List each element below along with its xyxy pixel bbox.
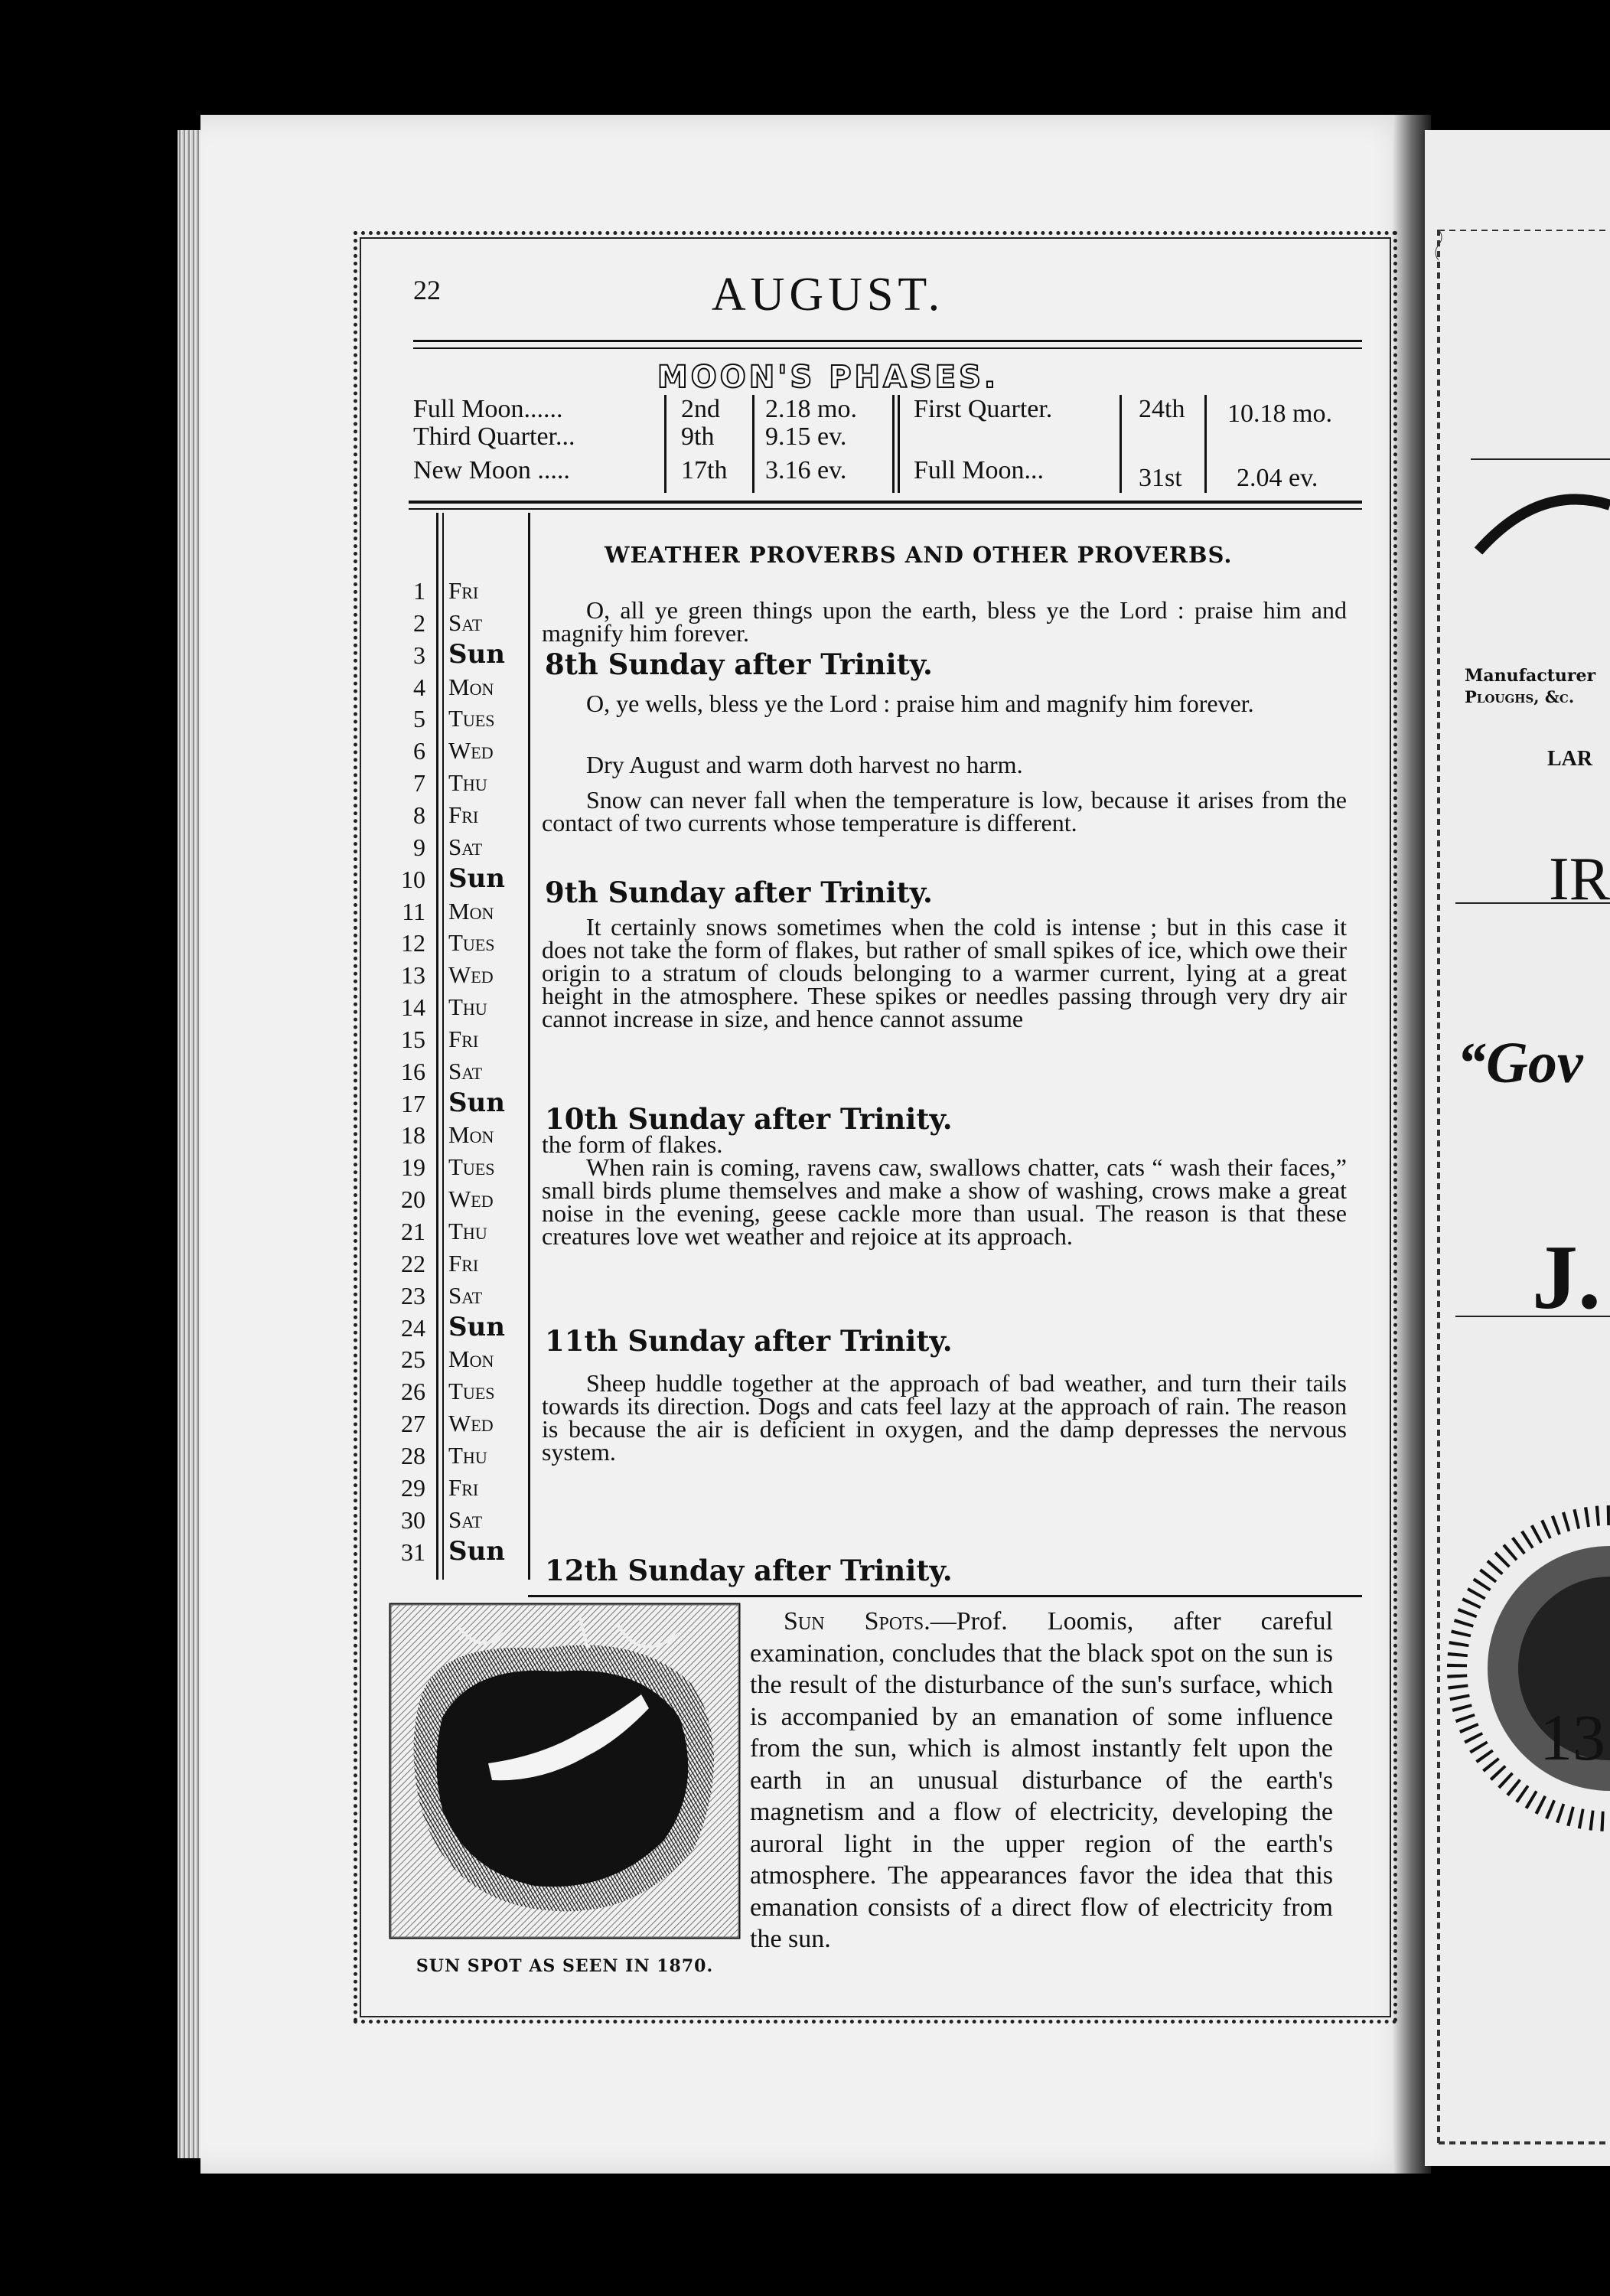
day-number: 1 bbox=[413, 577, 425, 605]
day-name: Thu bbox=[448, 1218, 487, 1244]
proverb-paragraph: O, all ye green things upon the earth, bless ye the Lord : praise him and magnify him forever. bbox=[542, 596, 1347, 647]
phase-time: 2.18 mo. bbox=[765, 395, 857, 423]
day-number: 7 bbox=[413, 769, 425, 797]
day-name: Mon bbox=[448, 1345, 494, 1372]
day-number: 19 bbox=[401, 1153, 425, 1181]
header-rule-bottom bbox=[413, 347, 1362, 349]
proverb-paragraph: Sheep huddle together at the approach of bad weather, and turn their tails towards its direction. Dogs and cats feel lazy at the approach of rain. The reason is because the air is deficient in oxygen, and the damp depresses the nervous system. bbox=[542, 1369, 1347, 1466]
day-name: Tues bbox=[448, 929, 495, 956]
right-page-border bbox=[1425, 230, 1610, 2158]
day-number: 24 bbox=[401, 1314, 425, 1342]
sunspot-lead: Sun Spots. bbox=[784, 1607, 930, 1636]
day-name: Sun bbox=[448, 1536, 505, 1567]
phase-divider bbox=[898, 395, 900, 493]
day-name: Sat bbox=[448, 1282, 483, 1309]
day-number: 28 bbox=[401, 1442, 425, 1469]
sunspot-engraving bbox=[389, 1603, 741, 1939]
phase-divider bbox=[1120, 395, 1122, 493]
page-number: 22 bbox=[413, 275, 441, 305]
phase-divider bbox=[664, 395, 666, 493]
day-number: 11 bbox=[402, 898, 425, 925]
phase-time: 9.15 ev. bbox=[765, 422, 847, 451]
day-number: 18 bbox=[401, 1121, 425, 1149]
day-name: Thu bbox=[448, 1442, 487, 1469]
day-name: Mon bbox=[448, 673, 494, 700]
day-number: 23 bbox=[401, 1282, 425, 1309]
day-name: Wed bbox=[448, 961, 494, 988]
day-number: 25 bbox=[401, 1345, 425, 1373]
phase-day: 9th bbox=[681, 422, 715, 451]
day-number: 31 bbox=[401, 1538, 425, 1566]
right-gov-text: “Gov bbox=[1457, 1031, 1583, 1095]
day-column-rule bbox=[442, 513, 444, 1580]
phase-label: Third Quarter... bbox=[413, 422, 575, 451]
phases-rule-top bbox=[409, 501, 1362, 504]
phase-day: 2nd bbox=[681, 395, 720, 423]
right-page bbox=[1425, 130, 1610, 2166]
day-number: 5 bbox=[413, 705, 425, 732]
day-name: Tues bbox=[448, 1378, 495, 1404]
proverb-paragraph: O, ye wells, bless ye the Lord : praise him and magnify him forever. bbox=[586, 690, 1254, 717]
day-column-rule bbox=[436, 513, 438, 1580]
sunday-heading: 10th Sunday after Trinity. bbox=[545, 1102, 953, 1136]
day-number: 8 bbox=[413, 801, 425, 829]
day-number: 20 bbox=[401, 1186, 425, 1213]
phase-divider bbox=[752, 395, 754, 493]
day-number: 30 bbox=[401, 1506, 425, 1534]
day-name: Fri bbox=[448, 1250, 479, 1277]
sunspot-caption: SUN SPOT AS SEEN IN 1870. bbox=[416, 1956, 714, 1976]
proverb-paragraph: When rain is coming, ravens caw, swallows chatter, cats “ wash their faces,” small birds plume themselves and make a show of washing, crows make a great noise in the evening, geese cackle more than usual. The reason is that these creatures love wet weather and rejoice at its approach. bbox=[542, 1153, 1347, 1250]
sunspot-paragraph bbox=[750, 1606, 1333, 1955]
day-name: Sat bbox=[448, 833, 483, 860]
sunday-heading: 11th Sunday after Trinity. bbox=[545, 1324, 953, 1358]
day-number: 21 bbox=[401, 1218, 425, 1245]
phase-label: Full Moon... bbox=[914, 456, 1045, 484]
day-number: 29 bbox=[401, 1474, 425, 1502]
day-name: Sun bbox=[448, 1088, 505, 1118]
phases-rule-bottom bbox=[409, 508, 1362, 510]
phase-day: 17th bbox=[681, 456, 728, 484]
right-ir-text: IR bbox=[1549, 846, 1610, 913]
phase-time: 2.04 ev. bbox=[1237, 464, 1318, 492]
right-ploughs-text: Ploughs, &c. bbox=[1465, 687, 1575, 706]
header-rule-top bbox=[413, 340, 1362, 342]
day-name: Mon bbox=[448, 1121, 494, 1148]
day-name: Fri bbox=[448, 577, 479, 604]
day-name: Wed bbox=[448, 1410, 494, 1437]
book-page-edges bbox=[178, 130, 202, 2158]
sunspot-rule bbox=[528, 1595, 1362, 1597]
right-lar-text: LAR bbox=[1547, 747, 1593, 771]
phase-day: 24th bbox=[1139, 395, 1185, 423]
phase-divider bbox=[1204, 395, 1207, 493]
day-name: Tues bbox=[448, 1153, 495, 1180]
day-name: Sun bbox=[448, 863, 505, 894]
day-number: 9 bbox=[413, 833, 425, 861]
day-number: 13 bbox=[401, 961, 425, 989]
text-column-rule bbox=[528, 513, 530, 1580]
right-j-text: J. bbox=[1532, 1226, 1601, 1328]
day-name: Sat bbox=[448, 1506, 483, 1533]
phase-time: 3.16 ev. bbox=[765, 456, 847, 484]
moon-phases-title: MOON'S PHASES. bbox=[657, 360, 999, 395]
day-number: 3 bbox=[413, 641, 425, 669]
phase-label: New Moon ..... bbox=[413, 456, 570, 484]
sunspot-body: —Prof. Loomis, after careful examination, concludes that the black spot on the sun is the result of the disturbance of the sun's surface, which is accompanied by an emanation of some influence from the sun, which is almost instantly felt upon the earth in an unusual disturbance of the earth's magnetism and a flow of electricity, developing the auroral light in the upper region of the earth's atmosphere. The appearances favor the idea that this emanation consists of a direct flow of electricity from the sun. bbox=[750, 1607, 1333, 1953]
day-number: 16 bbox=[401, 1058, 425, 1085]
day-number: 26 bbox=[401, 1378, 425, 1405]
day-number: 22 bbox=[401, 1250, 425, 1277]
phase-label: Full Moon...... bbox=[413, 395, 563, 423]
day-number: 6 bbox=[413, 737, 425, 765]
day-name: Sun bbox=[448, 1312, 505, 1342]
sunday-heading: 8th Sunday after Trinity. bbox=[545, 647, 933, 681]
phase-label: First Quarter. bbox=[914, 395, 1053, 423]
sunday-heading: 12th Sunday after Trinity. bbox=[545, 1554, 953, 1587]
proverb-paragraph: Snow can never fall when the temperature is low, because it arises from the contact of two currents whose temperature is different. bbox=[542, 786, 1347, 837]
proverb-paragraph: Dry August and warm doth harvest no harm. bbox=[586, 751, 1023, 778]
day-number: 14 bbox=[401, 993, 425, 1021]
proverb-paragraph: It certainly snows sometimes when the cold is intense ; but in this case it does not take the form of flakes, but rather of small spikes of ice, which owe their origin to a stratum of clouds belonging to a warmer current, lying at a great height in the atmosphere. These spikes or needles passing through very dry air cannot increase in size, and hence cannot assume bbox=[542, 913, 1347, 1032]
proverb-paragraph: the form of flakes. bbox=[542, 1130, 723, 1158]
day-name: Thu bbox=[448, 993, 487, 1020]
right-manufacturer-text: Manufacturer bbox=[1465, 666, 1596, 686]
phase-divider bbox=[892, 395, 895, 493]
day-name: Fri bbox=[448, 1474, 479, 1501]
day-name: Sat bbox=[448, 609, 483, 636]
day-number: 12 bbox=[401, 929, 425, 957]
day-name: Fri bbox=[448, 1026, 479, 1052]
day-number: 2 bbox=[413, 609, 425, 637]
day-number: 15 bbox=[401, 1026, 425, 1053]
month-title: AUGUST. bbox=[711, 269, 945, 321]
day-number: 27 bbox=[401, 1410, 425, 1437]
right-number-text: 13 bbox=[1540, 1701, 1605, 1774]
day-name: Tues bbox=[448, 705, 495, 732]
day-number: 10 bbox=[401, 866, 425, 893]
day-number: 4 bbox=[413, 673, 425, 701]
phase-time: 10.18 mo. bbox=[1227, 400, 1332, 428]
day-name: Mon bbox=[448, 898, 494, 925]
day-number: 17 bbox=[401, 1090, 425, 1117]
day-name: Fri bbox=[448, 801, 479, 828]
sunday-heading: 9th Sunday after Trinity. bbox=[545, 876, 933, 909]
phase-day: 31st bbox=[1139, 464, 1182, 492]
day-name: Wed bbox=[448, 1186, 494, 1212]
day-name: Sun bbox=[448, 639, 505, 670]
section-heading: WEATHER PROVERBS AND OTHER PROVERBS. bbox=[605, 542, 1233, 568]
day-name: Sat bbox=[448, 1058, 483, 1084]
day-name: Thu bbox=[448, 769, 487, 796]
day-name: Wed bbox=[448, 737, 494, 764]
